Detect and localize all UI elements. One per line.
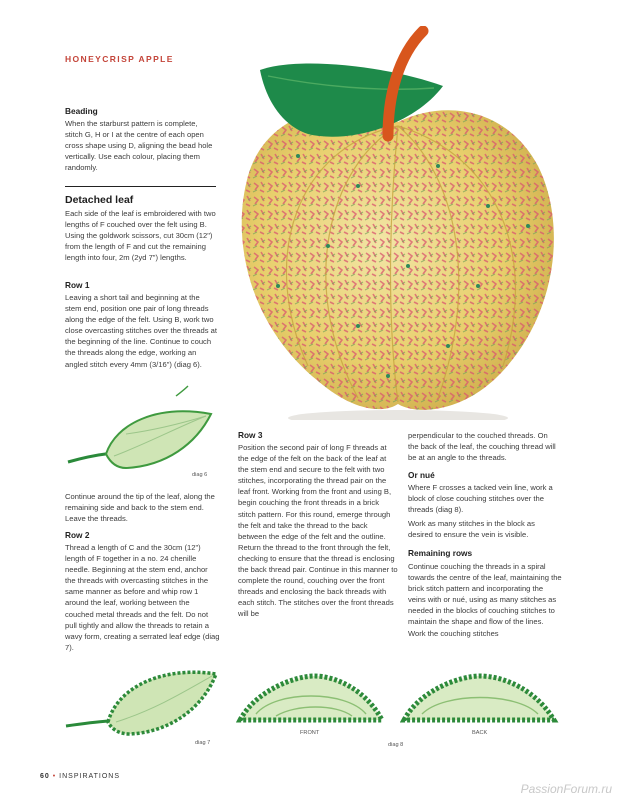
page-number: 60	[40, 773, 50, 780]
apple-photo	[238, 26, 560, 420]
or-nue-text: Where F crosses a tacked vein line, work a block of close couching stitches over the threads (diag 8).	[408, 483, 553, 515]
diag8-back-illustration	[400, 670, 560, 726]
diag7-illustration	[64, 656, 224, 740]
section-kicker: HONEYCRISP APPLE	[65, 54, 174, 64]
remaining-rows-text: Continue couching the threads in a spiral towards the centre of the leaf, maintaining the brick stitch pattern and incorporating the veins with or nué, using as many stitches as needed in the blocks of couching stitches to maintain the shape and flow of the lines. Work the couching stitches	[408, 562, 562, 638]
beading-heading: Beading	[65, 106, 98, 116]
diag8-caption: diag 8	[388, 742, 404, 748]
back-caption: BACK	[472, 730, 488, 736]
footer-separator: •	[52, 773, 57, 780]
remaining-rows-heading: Remaining rows	[408, 548, 473, 558]
row1-text: Leaving a short tail and beginning at the stem end, position one pair of long threads along the edge of the felt. Using B, work two close overcasting stitches over the threads at the beginning of the line. Continue to couch the threads along the edge, working an angled stitch every 4mm (3/16") (diag 6).	[65, 293, 217, 369]
continue-text: Continue around the tip of the leaf, along the remaining side and back to the stem end. Leave the threads.	[65, 492, 215, 524]
diag8-front-illustration	[236, 670, 386, 726]
row1-heading: Row 1	[65, 280, 90, 290]
watermark: PassionForum.ru	[520, 782, 612, 796]
row2-heading: Row 2	[65, 530, 90, 540]
front-caption: FRONT	[300, 730, 320, 736]
page-footer	[40, 773, 120, 780]
row3-text: Position the second pair of long F threads at the edge of the felt on the back of the leaf at the stem end and secure to the felt with two stitches, incorporating the thread pair on the leaf front. Working from the front and using B, begin couching the front threads in a brick stitch pattern. For this round, emerge through the felt and take the thread to the back between the edge of the felt and the outline. Return the thread to the front through the felt, checking to ensure that the thread is enclosing the back thread pair. Continue in this manner to complete the round, couching over the front threads and enclosing the back threads with each stitch. The stitches over the front threads will be	[238, 443, 398, 619]
beading-text: When the starburst pattern is complete, stitch G, H or I at the centre of each open cross shape using D, aligning the bead hole vertically. Use each colour, placing them randomly.	[65, 119, 213, 173]
detached-leaf-intro: Each side of the leaf is embroidered with two lengths of F couched over the felt using B. Using the goldwork scissors, cut 30cm (12") from the length of F and cut the remaining length into four, 2m (2yd 7") lengths.	[65, 209, 216, 263]
apple-shadow	[288, 410, 508, 420]
col3-top-text: perpendicular to the couched threads. On the back of the leaf, the couching thread will be at an angle to the threads.	[408, 431, 556, 463]
or-nue-text-2: Work as many stitches in the block as desired to ensure the vein is visible.	[408, 519, 535, 540]
row3-heading: Row 3	[238, 430, 263, 440]
diag7-caption: diag 7	[195, 740, 211, 746]
magazine-title: INSPIRATIONS	[59, 773, 121, 780]
or-nue-heading: Or nué	[408, 470, 435, 480]
section-rule	[65, 186, 216, 187]
diag6-caption: diag 6	[192, 472, 208, 478]
diag6-illustration	[66, 384, 216, 476]
row2-text: Thread a length of C and the 30cm (12") length of F together in a no. 24 chenille needle. Beginning at the stem end, anchor the threads with overcasting stitches in the same manner as before and whip row 1 around the leaf, working between the couched metal threads and the felt. Do not pull tightly and allow the threads to retain a wavy form, creating a serrated leaf edge (diag 7).	[65, 543, 220, 652]
detached-leaf-heading: Detached leaf	[65, 194, 134, 206]
